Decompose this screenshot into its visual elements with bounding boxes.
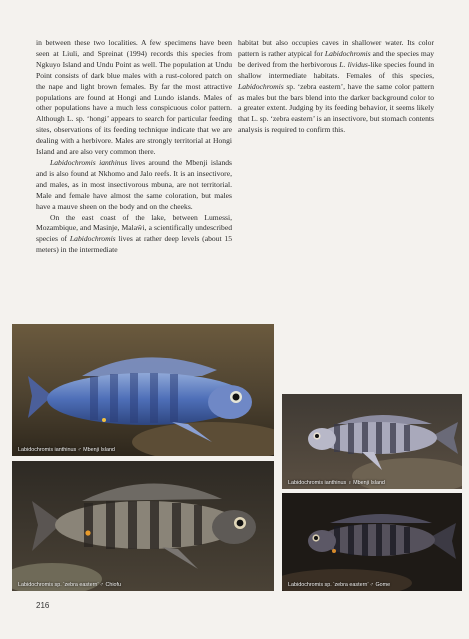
paragraph-text: and the species may be derived from the herbivorous	[238, 48, 434, 69]
fish-photo-ianthinus-female	[282, 394, 462, 489]
paragraph-text: -like species found in shallow intermediate habitats. Females of this species,	[238, 59, 434, 80]
paragraph: in between these two localities. A few specimens have been seen at Liuli, and Spreinat (1994) records this species from Ngkuyo Island and Undu Point as well. The population at Undu Point consists of dark blue males with a rust-colored patch on the nape and light brown females. By far the most attractive populations are found at Hongi and Lundo islands. Males of other populations have a much less conspicuous color pattern. Although L. sp. ‘hongi’ appears to search for particular feeding sites, observations of its feeding technique indicate that we are dealing with a herbivore. Males are strongly territorial at Hongi Island and are also very common there.	[36, 38, 232, 157]
species-name: Labidochromis ianthinus	[50, 157, 128, 167]
genus-name: Labidochromis	[238, 81, 284, 91]
species-name: L. lividus	[339, 59, 368, 69]
paragraph-text: lives at rather deep levels (about 15 meters) in the intermediate	[36, 234, 232, 255]
photo-caption: Labidochromis ianthinus ♂ Mbenji Island	[18, 447, 115, 453]
photo-caption: Labidochromis sp. ‘zebra eastern’ ♂ Gome	[288, 582, 391, 588]
page-number: 216	[36, 601, 50, 610]
photo-image	[12, 461, 274, 591]
fish-photo-ianthinus-male	[12, 324, 274, 456]
text-column-right	[238, 38, 434, 136]
text-column-left	[36, 38, 232, 256]
photo-image	[12, 324, 274, 456]
photo-caption: Labidochromis sp. ‘zebra eastern’ ♂ Chiofu	[18, 582, 122, 588]
fish-photo-zebra-eastern-gome	[282, 493, 462, 591]
fish-photo-zebra-eastern-chiofu	[12, 461, 274, 591]
paragraph	[36, 213, 232, 257]
photo-caption: Labidochromis ianthinus ♀ Mbenji Island	[288, 480, 385, 486]
paragraph	[36, 158, 232, 213]
paragraph-text: sp. ‘zebra eastern’, have the same color pattern as males but the bars blend into the darker background color to a greater extent. Judging by its feeding behavior, it seems likely that L. sp. ‘zebra eastern’ is an insectivore, but stomach contents analysis is required to confirm this.	[238, 81, 434, 135]
paragraph-text: On the east coast of the lake, between Lumessi, Mozambique, and Masinje, Malaŵi, a scientifically undescribed species of	[36, 212, 232, 244]
paragraph	[238, 38, 434, 136]
genus-name: Labidochromis	[69, 234, 116, 244]
photo-image	[282, 394, 462, 489]
photo-image	[282, 493, 462, 591]
paragraph-text: habitat but also occupies caves in shallower water. Its color pattern is rather atypical for	[238, 38, 434, 58]
paragraph-text: lives around the Mbenji islands and is also found at Nkhomo and Jalo reefs. It is an insectivore, and males, as in most insectivorous mbuna, are not territorial. Male and female have almost the same coloration, but males have a mauve sheen on the body and on the cheeks.	[36, 157, 232, 211]
genus-name: Labidochromis	[324, 48, 371, 58]
